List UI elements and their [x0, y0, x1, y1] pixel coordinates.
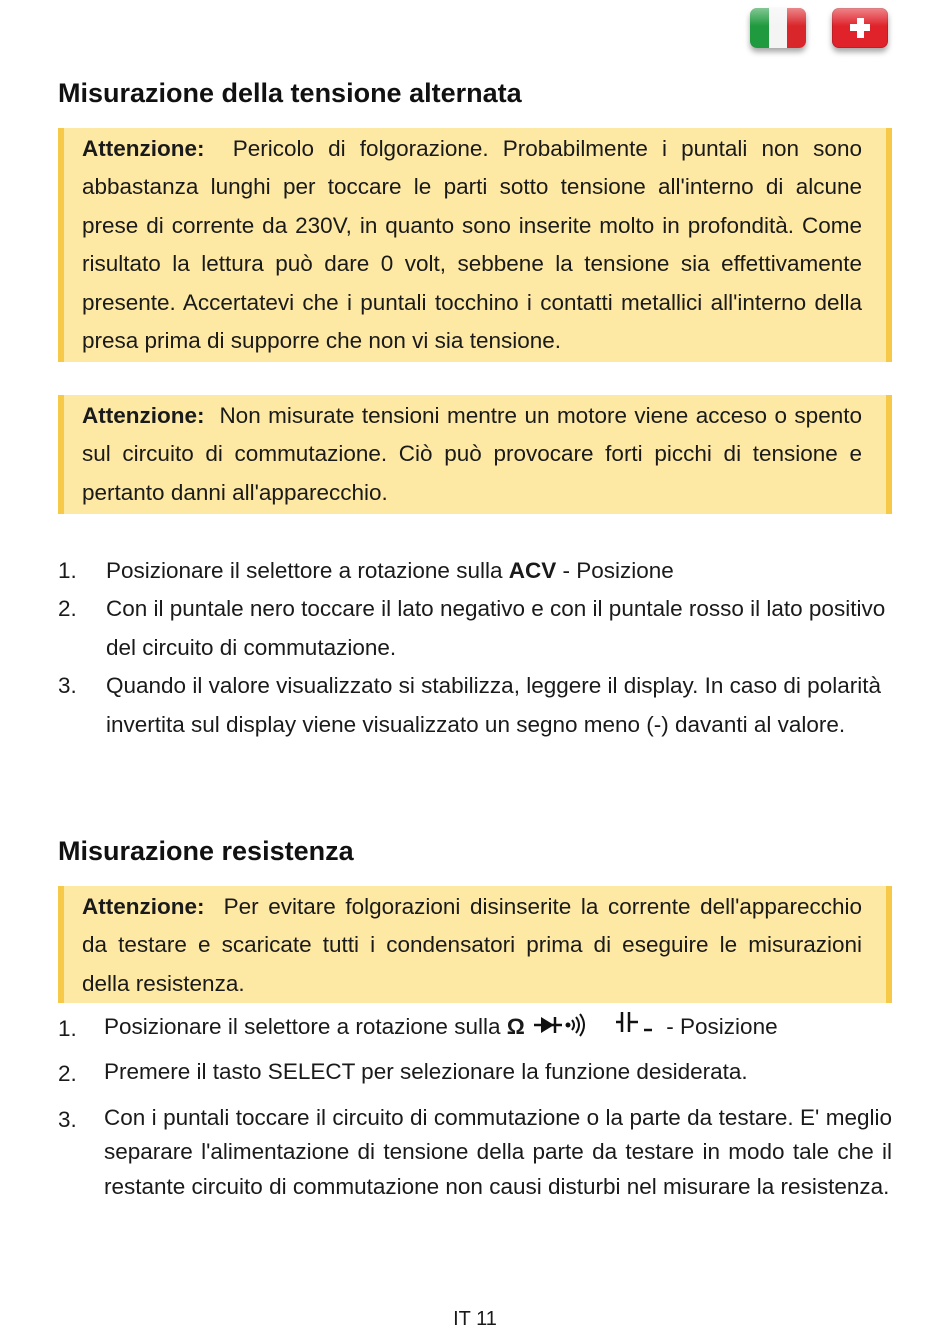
warning-label: Attenzione: [82, 136, 205, 161]
warning-text: Non misurate tensioni mentre un motore viene acceso o spento sul circuito di commutazione. Ciò può provocare forti picchi di tensione e pertanto danni all'apparecchio. [82, 403, 862, 505]
warning-box-motor [58, 395, 892, 514]
resistance-steps [58, 1010, 892, 1211]
warning-label: Attenzione: [82, 894, 205, 919]
switzerland-flag-icon [832, 8, 888, 48]
warning-text: Pericolo di folgorazione. Probabilmente i puntali non sono abbastanza lunghi per toccare le parti sotto tensione all'interno di alcune prese di corrente da 230V, in quanto sono inserite molto in profondità. Come risultato la lettura può dare 0 volt, sebbene la tensione sia effettivamente presente. Accertatevi che i puntali tocchino i contatti metallici all'interno della presa prima di supporre che non vi sia tensione. [82, 136, 862, 354]
ohm-symbol: Ω [506, 1014, 526, 1039]
list-item: 1. Posizionare il selettore a rotazione sulla Ω - Posizione [58, 1014, 778, 1041]
language-flags [750, 8, 888, 48]
ac-voltage-steps [58, 552, 892, 744]
warning-label: Attenzione: [82, 403, 205, 428]
page-number: IT 11 [453, 1308, 497, 1330]
list-item: 2. Con il puntale nero toccare il lato negativo e con il puntale rosso il lato positivo del circuito di commutazione. [58, 596, 886, 660]
italy-flag-icon [750, 8, 806, 48]
warning-text: Per evitare folgorazioni disinserite la corrente dell'apparecchio da testare e scaricate tutti i condensatori prima di eseguire le misurazioni della resistenza. [82, 894, 862, 996]
list-item: 3. Quando il valore visualizzato si stabilizza, leggere il display. In caso di polarità invertita sul display viene visualizzato un segno meno (-) davanti al valore. [58, 673, 881, 737]
warning-box-electric-shock [58, 128, 892, 362]
list-item: 2. Premere il tasto SELECT per selezionare la funzione desiderata. [58, 1059, 748, 1087]
list-item: 1. Posizionare il selettore a rotazione sulla ACV - Posizione [58, 558, 674, 583]
section-title-resistance: Misurazione resistenza [58, 836, 354, 866]
section-title-ac-voltage: Misurazione della tensione alternata [58, 78, 522, 108]
list-item: 3. Con i puntali toccare il circuito di commutazione o la parte da testare. E' meglio separare l'alimentazione di tensione della parte da testare in modo tale che il restante circuito di commutazione non causi disturbi nel misurare la resistenza. [58, 1104, 892, 1199]
diode-continuity-capacitor-icon [532, 1012, 660, 1038]
warning-box-resistance [58, 886, 892, 1003]
